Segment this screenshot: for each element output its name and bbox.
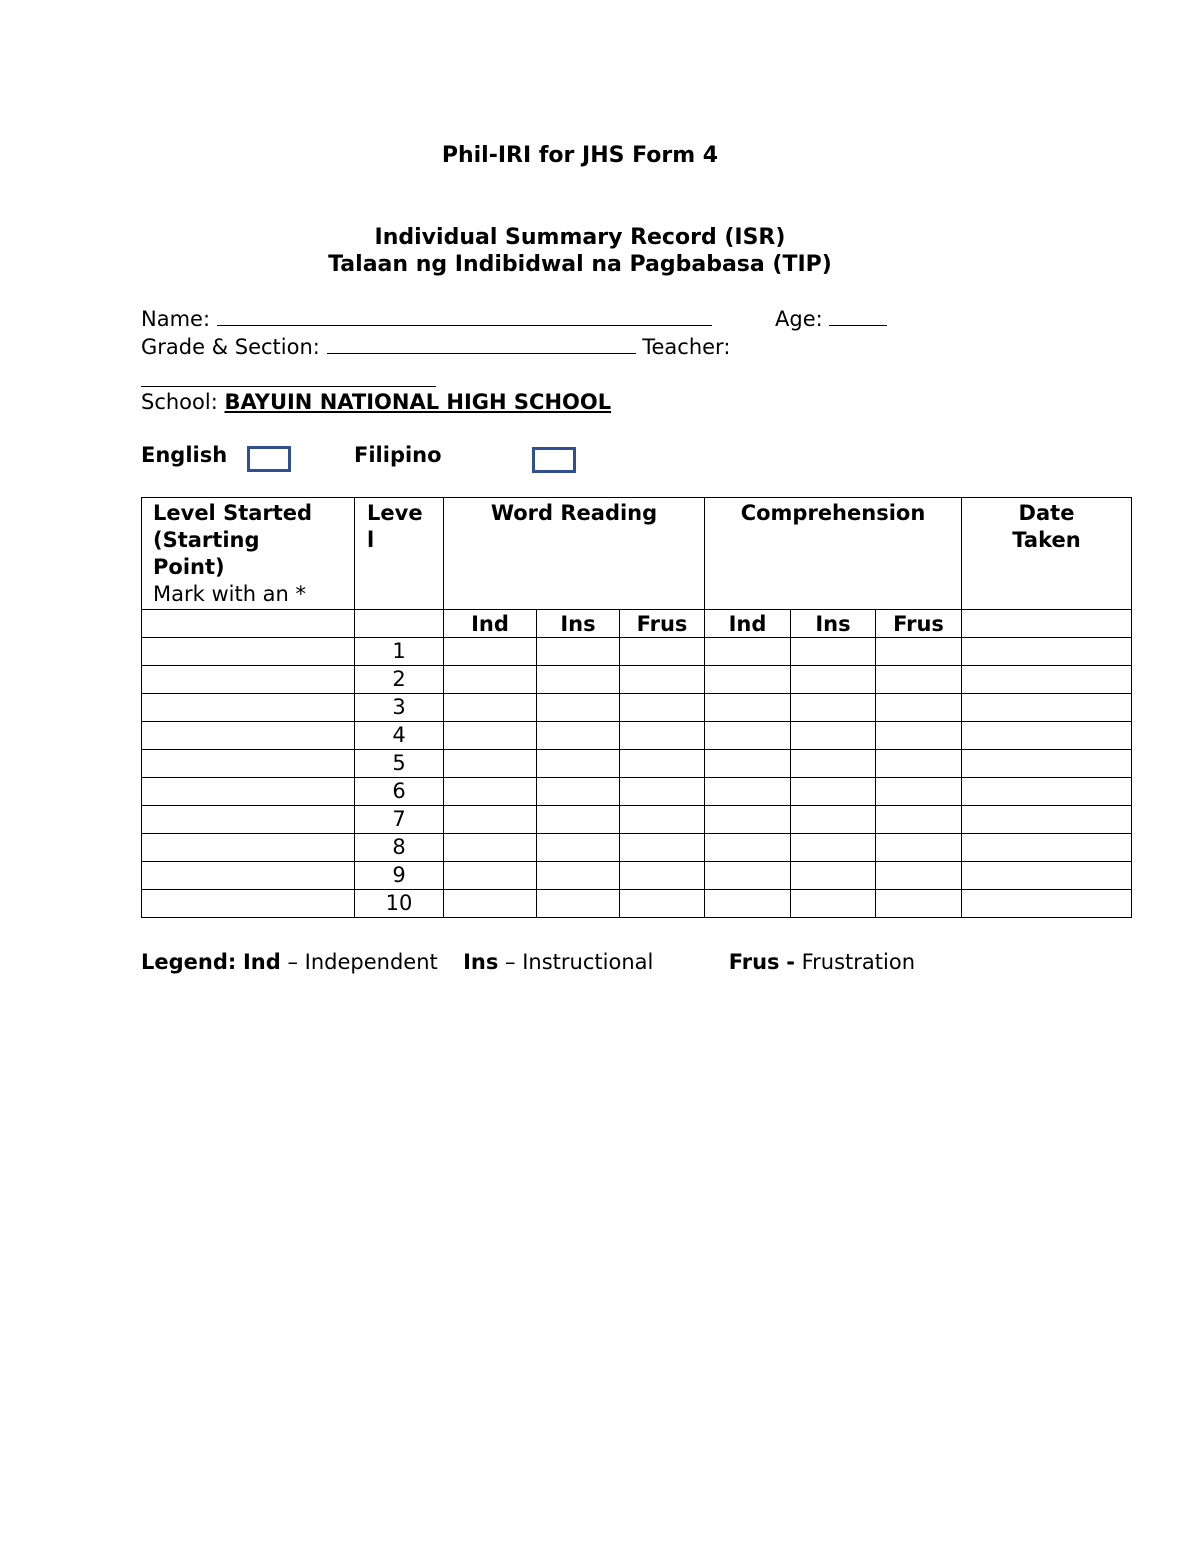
score-cell[interactable] — [537, 694, 620, 722]
score-cell[interactable] — [876, 834, 962, 862]
isr-table — [141, 497, 1132, 918]
score-cell[interactable] — [705, 638, 791, 666]
score-cell[interactable] — [444, 890, 537, 918]
score-cell[interactable] — [791, 750, 876, 778]
subheader-empty-cell — [355, 610, 444, 638]
score-cell[interactable] — [791, 806, 876, 834]
score-cell[interactable] — [705, 834, 791, 862]
date-taken-cell[interactable] — [962, 638, 1132, 666]
legend-ind-abbr: Ind — [242, 950, 281, 974]
score-cell[interactable] — [705, 890, 791, 918]
school-label: School: — [141, 390, 218, 414]
legend-ins-text: Instructional — [522, 950, 654, 974]
table-row — [142, 862, 1132, 890]
header-comprehension: Comprehension — [705, 498, 962, 610]
score-cell[interactable] — [876, 750, 962, 778]
score-cell[interactable] — [876, 694, 962, 722]
header-word-reading: Word Reading — [444, 498, 705, 610]
level-number-cell: 8 — [355, 834, 444, 862]
header-level-started — [142, 498, 355, 610]
subheader-empty-cell — [962, 610, 1132, 638]
filipino-label: Filipino — [354, 443, 442, 467]
score-cell[interactable] — [620, 666, 705, 694]
score-cell[interactable] — [537, 638, 620, 666]
score-cell[interactable] — [705, 722, 791, 750]
school-field — [141, 390, 611, 414]
score-cell[interactable] — [876, 638, 962, 666]
score-cell[interactable] — [620, 722, 705, 750]
name-input-line[interactable] — [217, 307, 712, 326]
score-cell[interactable] — [620, 890, 705, 918]
teacher-input-line[interactable] — [141, 370, 436, 387]
header-level-started-line3: Point) — [153, 555, 225, 579]
subheader-wr-ins: Ins — [537, 610, 620, 638]
header-level-started-note: Mark with an * — [153, 582, 307, 606]
level-number-cell: 2 — [355, 666, 444, 694]
grade-section-field — [141, 335, 730, 359]
level-number-cell: 1 — [355, 638, 444, 666]
score-cell[interactable] — [444, 666, 537, 694]
legend-frus-text: Frustration — [801, 950, 916, 974]
level-started-cell[interactable] — [142, 638, 355, 666]
name-field — [141, 307, 712, 331]
score-cell[interactable] — [537, 806, 620, 834]
level-started-cell[interactable] — [142, 694, 355, 722]
score-cell[interactable] — [876, 862, 962, 890]
score-cell[interactable] — [876, 806, 962, 834]
level-started-cell[interactable] — [142, 862, 355, 890]
score-cell[interactable] — [537, 750, 620, 778]
score-cell[interactable] — [444, 862, 537, 890]
score-cell[interactable] — [620, 778, 705, 806]
score-cell[interactable] — [620, 638, 705, 666]
level-started-cell[interactable] — [142, 666, 355, 694]
score-cell[interactable] — [791, 890, 876, 918]
level-started-cell[interactable] — [142, 722, 355, 750]
score-cell[interactable] — [444, 694, 537, 722]
grade-section-input-line[interactable] — [327, 335, 636, 354]
score-cell[interactable] — [791, 666, 876, 694]
header-level-started-line2: (Starting — [153, 528, 260, 552]
score-cell[interactable] — [444, 722, 537, 750]
table-row — [142, 834, 1132, 862]
score-cell[interactable] — [537, 722, 620, 750]
score-cell[interactable] — [444, 750, 537, 778]
school-value: BAYUIN NATIONAL HIGH SCHOOL — [224, 390, 612, 414]
date-taken-cell[interactable] — [962, 694, 1132, 722]
legend-frus-abbr: Frus — [728, 950, 780, 974]
table-row — [142, 638, 1132, 666]
date-taken-cell[interactable] — [962, 834, 1132, 862]
score-cell[interactable] — [620, 750, 705, 778]
score-cell[interactable] — [444, 806, 537, 834]
score-cell[interactable] — [444, 834, 537, 862]
table-row — [142, 750, 1132, 778]
level-started-cell[interactable] — [142, 806, 355, 834]
header-level — [355, 498, 444, 610]
english-checkbox[interactable] — [247, 446, 291, 472]
header-date-taken — [962, 498, 1132, 610]
level-number-cell: 4 — [355, 722, 444, 750]
level-started-cell[interactable] — [142, 750, 355, 778]
score-cell[interactable] — [791, 778, 876, 806]
level-rows — [142, 638, 1132, 918]
level-number-cell: 9 — [355, 862, 444, 890]
date-taken-cell[interactable] — [962, 806, 1132, 834]
table-row — [142, 806, 1132, 834]
table-row — [142, 694, 1132, 722]
english-label: English — [141, 443, 228, 467]
header-date-taken-text: Date Taken — [1012, 501, 1081, 552]
form-title: Phil-IRI for JHS Form 4 — [441, 143, 719, 168]
record-title-english: Individual Summary Record (ISR) — [374, 225, 786, 250]
score-cell[interactable] — [876, 778, 962, 806]
table-row — [142, 778, 1132, 806]
score-cell[interactable] — [791, 638, 876, 666]
score-cell[interactable] — [620, 834, 705, 862]
date-taken-cell[interactable] — [962, 722, 1132, 750]
level-number-cell: 10 — [355, 890, 444, 918]
header-level-text: Level — [367, 501, 423, 552]
table-row — [142, 666, 1132, 694]
teacher-label: Teacher: — [642, 335, 731, 359]
legend-label: Legend: — [141, 950, 237, 974]
level-number-cell: 3 — [355, 694, 444, 722]
score-cell[interactable] — [537, 890, 620, 918]
header-level-started-line1: Level Started — [153, 501, 313, 525]
score-cell[interactable] — [876, 890, 962, 918]
table-header-row — [142, 498, 1132, 610]
score-cell[interactable] — [705, 806, 791, 834]
filipino-checkbox[interactable] — [532, 447, 576, 473]
score-cell[interactable] — [791, 862, 876, 890]
level-number-cell: 7 — [355, 806, 444, 834]
score-cell[interactable] — [537, 862, 620, 890]
score-cell[interactable] — [876, 722, 962, 750]
score-cell[interactable] — [791, 722, 876, 750]
age-input-line[interactable] — [829, 307, 887, 326]
score-cell[interactable] — [537, 834, 620, 862]
grade-section-label: Grade & Section: — [141, 335, 320, 359]
score-cell[interactable] — [537, 778, 620, 806]
name-label: Name: — [141, 307, 211, 331]
level-number-cell: 6 — [355, 778, 444, 806]
date-taken-cell[interactable] — [962, 890, 1132, 918]
age-label: Age: — [775, 307, 823, 331]
age-field — [775, 307, 887, 331]
score-cell[interactable] — [791, 834, 876, 862]
table-row — [142, 722, 1132, 750]
score-cell[interactable] — [620, 694, 705, 722]
subheader-wr-ind: Ind — [444, 610, 537, 638]
table-subheader-row — [142, 610, 1132, 638]
subheader-c-ind: Ind — [705, 610, 791, 638]
score-cell[interactable] — [620, 806, 705, 834]
score-cell[interactable] — [705, 694, 791, 722]
table-row — [142, 890, 1132, 918]
subheader-c-frus: Frus — [876, 610, 962, 638]
date-taken-cell[interactable] — [962, 862, 1132, 890]
level-started-cell[interactable] — [142, 890, 355, 918]
subheader-c-ins: Ins — [791, 610, 876, 638]
subheader-wr-frus: Frus — [620, 610, 705, 638]
legend: Legend: Ind – Independent Ins – Instructional Frus - Frustration — [141, 950, 916, 974]
score-cell[interactable] — [791, 694, 876, 722]
score-cell[interactable] — [705, 666, 791, 694]
level-started-cell[interactable] — [142, 834, 355, 862]
score-cell[interactable] — [705, 750, 791, 778]
score-cell[interactable] — [705, 862, 791, 890]
score-cell[interactable] — [537, 666, 620, 694]
date-taken-cell[interactable] — [962, 750, 1132, 778]
level-number-cell: 5 — [355, 750, 444, 778]
legend-ins-abbr: Ins — [463, 950, 499, 974]
record-title-filipino: Talaan ng Indibidwal na Pagbabasa (TIP) — [328, 252, 832, 277]
score-cell[interactable] — [444, 638, 537, 666]
score-cell[interactable] — [620, 862, 705, 890]
subheader-empty-cell — [142, 610, 355, 638]
level-started-cell[interactable] — [142, 778, 355, 806]
date-taken-cell[interactable] — [962, 666, 1132, 694]
score-cell[interactable] — [876, 666, 962, 694]
score-cell[interactable] — [705, 778, 791, 806]
score-cell[interactable] — [444, 778, 537, 806]
legend-ind-text: Independent — [304, 950, 438, 974]
date-taken-cell[interactable] — [962, 778, 1132, 806]
